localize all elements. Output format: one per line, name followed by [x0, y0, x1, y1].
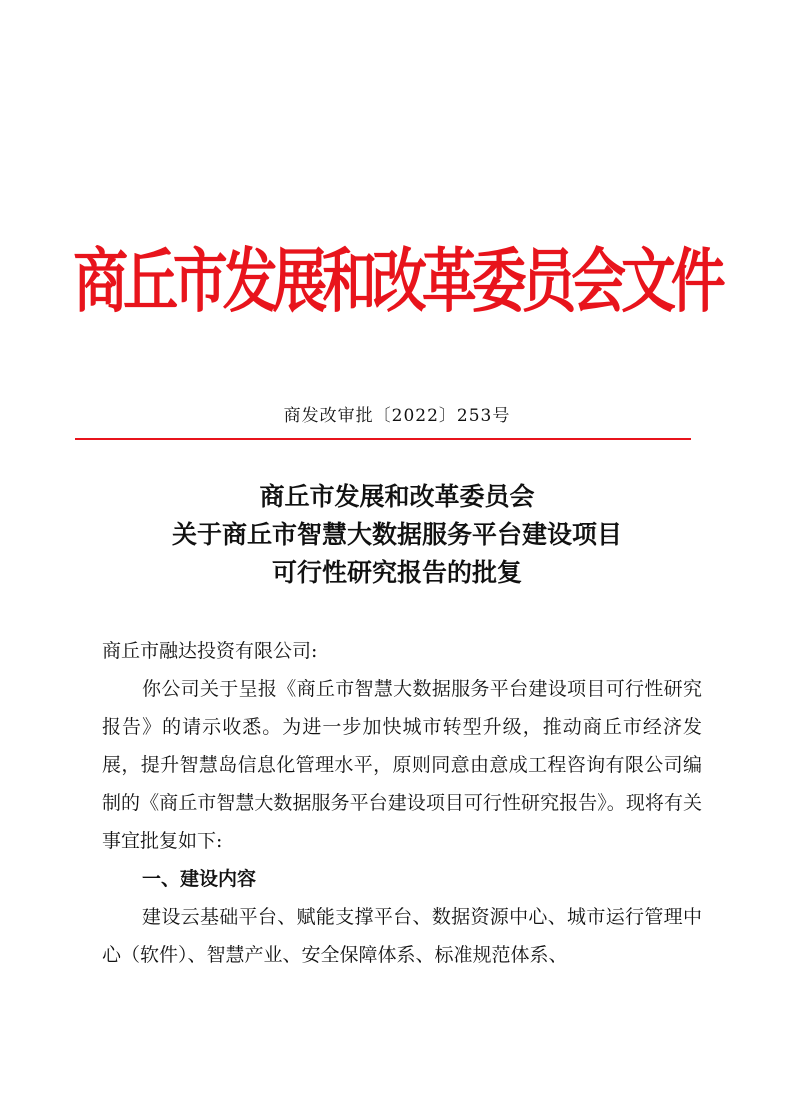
section-heading-construction: 一、建设内容	[142, 868, 257, 890]
paragraph-construction-content: 建设云基础平台、赋能支撑平台、数据资源中心、城市运行管理中心（软件）、智慧产业、安全保障体系、标准规范体系、	[102, 906, 702, 966]
document-body	[102, 632, 702, 974]
title-line-1: 商丘市发展和改革委员会	[259, 482, 535, 511]
title-line-3: 可行性研究报告的批复	[271, 558, 522, 587]
title-line-2: 关于商丘市智慧大数据服务平台建设项目	[171, 520, 622, 549]
addressee: 商丘市融达投资有限公司:	[102, 640, 318, 662]
red-divider-line	[75, 438, 691, 440]
document-number: 商发改审批〔2022〕253号	[283, 406, 511, 426]
paragraph-intro: 你公司关于呈报《商丘市智慧大数据服务平台建设项目可行性研究报告》的请示收悉。为进一步加快城市转型升级，推动商丘市经济发展，提升智慧岛信息化管理水平，原则同意由意成工程咨询有限公司编制的《商丘市智慧大数据服务平台建设项目可行性研究报告》。现将有关事宜批复如下:	[102, 678, 702, 852]
document-masthead	[0, 238, 794, 324]
document-title	[0, 478, 794, 592]
masthead-title: 商丘市发展和改革委员会文件	[73, 240, 721, 322]
